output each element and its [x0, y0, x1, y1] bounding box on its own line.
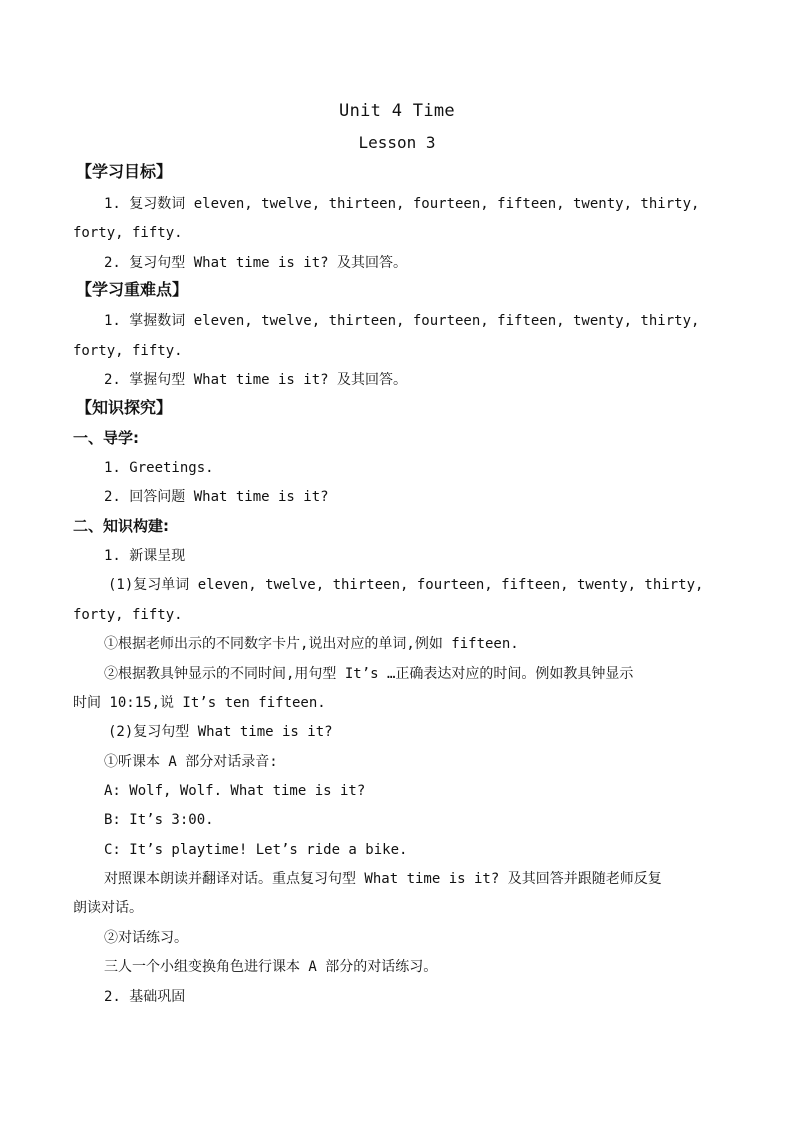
document-title: Unit 4 Time: [339, 101, 455, 121]
explore-heading: 【知识探究】: [76, 398, 173, 417]
dialogue-line-a: A: Wolf, Wolf. What time is it?: [104, 783, 366, 799]
keypoints-heading: 【学习重难点】: [76, 280, 189, 299]
listen-instruction: ①听课本 A 部分对话录音:: [104, 754, 278, 770]
translate-line-2: 朗读对话。: [73, 900, 143, 916]
part-1-item-2: 2. 回答问题 What time is it?: [104, 489, 329, 505]
goals-heading: 【学习目标】: [76, 162, 173, 181]
dialogue-line-b: B: It’s 3:00.: [104, 812, 214, 828]
part-2-item-1: 1. 新课呈现: [104, 548, 186, 564]
key-2: 2. 掌握句型 What time is it? 及其回答。: [104, 372, 408, 388]
part-1-item-1: 1. Greetings.: [104, 460, 214, 476]
review-words-line-2: forty, fifty.: [73, 607, 183, 623]
translate-line-1: 对照课本朗读并翻译对话。重点复习句型 What time is it? 及其回答并跟随老师反复: [104, 871, 662, 887]
practice-description: 三人一个小组变换角色进行课本 A 部分的对话练习。: [104, 959, 438, 975]
step-2-line-1: ②根据教具钟显示的不同时间,用句型 It’s …正确表达对应的时间。例如教具钟显示: [104, 666, 634, 682]
key-1-line-2: forty, fifty.: [73, 343, 183, 359]
review-pattern: (2)复习句型 What time is it?: [108, 724, 333, 740]
step-2-line-2: 时间 10:15,说 It’s ten fifteen.: [73, 695, 326, 711]
goal-2: 2. 复习句型 What time is it? 及其回答。: [104, 255, 408, 271]
practice-step: ②对话练习。: [104, 930, 188, 946]
part-1-heading: 一、导学:: [73, 429, 139, 447]
dialogue-line-c: C: It’s playtime! Let’s ride a bike.: [104, 842, 408, 858]
part-2-item-2: 2. 基础巩固: [104, 989, 186, 1005]
step-1: ①根据老师出示的不同数字卡片,说出对应的单词,例如 fifteen.: [104, 636, 519, 652]
goal-1-line-2: forty, fifty.: [73, 225, 183, 241]
part-2-heading: 二、知识构建:: [73, 517, 169, 535]
key-1-line-1: 1. 掌握数词 eleven, twelve, thirteen, fourteen, fifteen, twenty, thirty,: [104, 313, 700, 329]
goal-1-line-1: 1. 复习数词 eleven, twelve, thirteen, fourteen, fifteen, twenty, thirty,: [104, 196, 700, 212]
review-words-line-1: (1)复习单词 eleven, twelve, thirteen, fourteen, fifteen, twenty, thirty,: [108, 577, 704, 593]
lesson-subtitle: Lesson 3: [358, 133, 436, 152]
